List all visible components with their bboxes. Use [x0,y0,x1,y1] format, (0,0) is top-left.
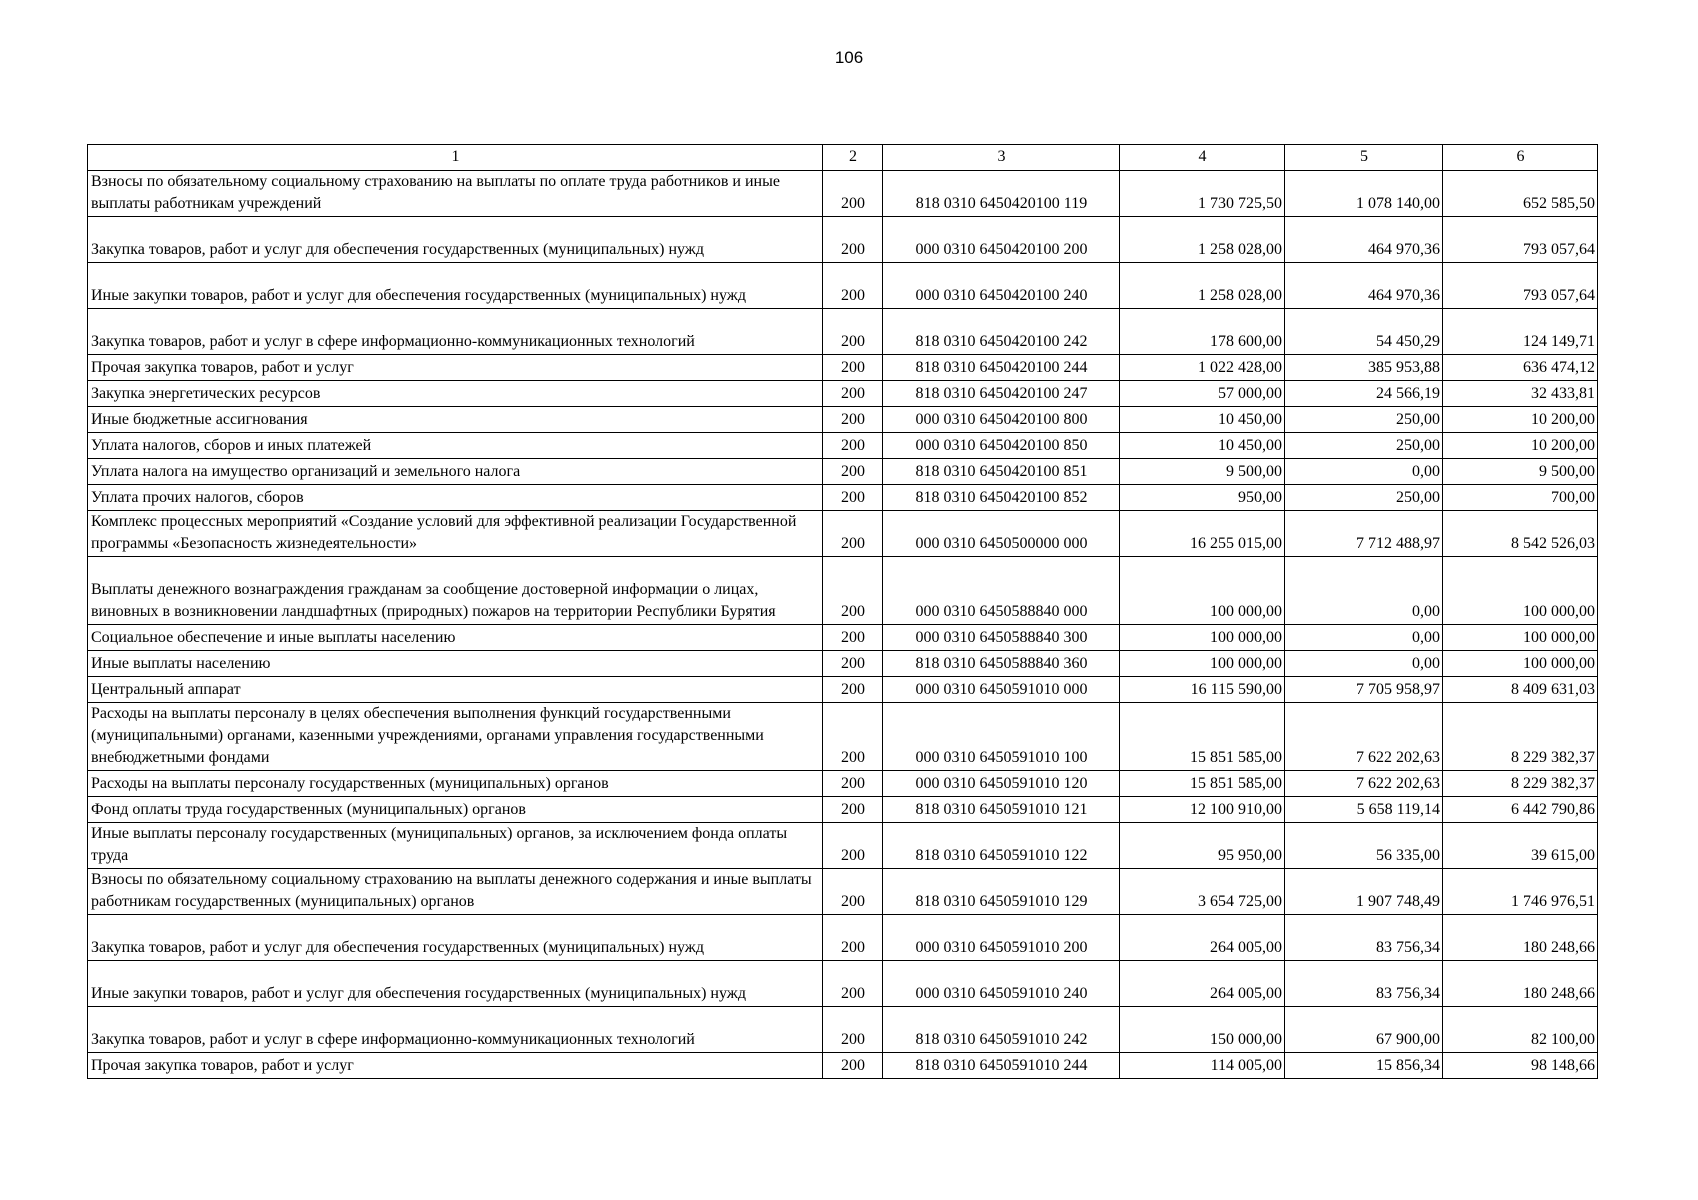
row-code-cell: 818 0310 6450591010 121 [883,797,1120,823]
row-value-col5: 0,00 [1285,557,1443,625]
row-name-cell: Закупка товаров, работ и услуг для обеспечения государственных (муниципальных) нужд [88,915,823,961]
row-value-col6: 82 100,00 [1443,1007,1598,1053]
row-name-cell: Уплата прочих налогов, сборов [88,485,823,511]
table-row [88,677,1598,703]
column-header: 1 [88,145,823,171]
row-value-col5: 7 622 202,63 [1285,771,1443,797]
row-value-col4: 95 950,00 [1120,823,1285,869]
table-row [88,217,1598,263]
table-row [88,485,1598,511]
row-value-col6: 793 057,64 [1443,263,1598,309]
row-name-cell: Уплата налога на имущество организаций и земельного налога [88,459,823,485]
row-admin-cell: 200 [823,485,883,511]
row-value-col5: 0,00 [1285,459,1443,485]
row-admin-cell: 200 [823,625,883,651]
table-row [88,823,1598,869]
row-name-cell: Иные бюджетные ассигнования [88,407,823,433]
budget-table [87,144,1598,1079]
row-value-col5: 385 953,88 [1285,355,1443,381]
row-value-col5: 67 900,00 [1285,1007,1443,1053]
row-admin-cell: 200 [823,961,883,1007]
row-value-col4: 15 851 585,00 [1120,703,1285,771]
table-row [88,557,1598,625]
row-admin-cell: 200 [823,511,883,557]
row-name-cell: Иные закупки товаров, работ и услуг для обеспечения государственных (муниципальных) нужд [88,961,823,1007]
row-value-col6: 10 200,00 [1443,433,1598,459]
row-name-cell: Прочая закупка товаров, работ и услуг [88,1053,823,1079]
row-code-cell: 818 0310 6450420100 851 [883,459,1120,485]
row-value-col6: 8 229 382,37 [1443,703,1598,771]
row-code-cell: 818 0310 6450591010 129 [883,869,1120,915]
row-value-col4: 1 022 428,00 [1120,355,1285,381]
table-row [88,961,1598,1007]
table-row [88,407,1598,433]
row-admin-cell: 200 [823,557,883,625]
table-row [88,915,1598,961]
row-name-cell: Иные закупки товаров, работ и услуг для обеспечения государственных (муниципальных) нужд [88,263,823,309]
row-name-cell: Расходы на выплаты персоналу в целях обеспечения выполнения функций государственными (муниципальными) органами, казенными учреждениями, органами управления государственными внебюджетными фондами [88,703,823,771]
row-admin-cell: 200 [823,703,883,771]
row-value-col6: 100 000,00 [1443,557,1598,625]
row-value-col5: 464 970,36 [1285,263,1443,309]
table-row [88,381,1598,407]
row-value-col6: 98 148,66 [1443,1053,1598,1079]
row-name-cell: Выплаты денежного вознаграждения гражданам за сообщение достоверной информации о лицах, виновных в возникновении ландшафтных (природных) пожаров на территории Республики Бурятия [88,557,823,625]
row-value-col5: 54 450,29 [1285,309,1443,355]
row-value-col6: 9 500,00 [1443,459,1598,485]
table-row [88,263,1598,309]
table-row [88,625,1598,651]
row-value-col4: 10 450,00 [1120,433,1285,459]
row-code-cell: 000 0310 6450420100 240 [883,263,1120,309]
row-value-col4: 1 258 028,00 [1120,217,1285,263]
table-row [88,771,1598,797]
row-name-cell: Прочая закупка товаров, работ и услуг [88,355,823,381]
row-code-cell: 000 0310 6450591010 200 [883,915,1120,961]
row-value-col4: 1 730 725,50 [1120,171,1285,217]
row-value-col4: 100 000,00 [1120,625,1285,651]
table-row [88,703,1598,771]
column-header: 5 [1285,145,1443,171]
row-value-col6: 636 474,12 [1443,355,1598,381]
row-value-col4: 100 000,00 [1120,651,1285,677]
row-name-cell: Уплата налогов, сборов и иных платежей [88,433,823,459]
row-admin-cell: 200 [823,433,883,459]
row-code-cell: 000 0310 6450420100 800 [883,407,1120,433]
row-value-col4: 178 600,00 [1120,309,1285,355]
row-value-col5: 250,00 [1285,485,1443,511]
table-row [88,171,1598,217]
row-admin-cell: 200 [823,869,883,915]
row-code-cell: 000 0310 6450591010 120 [883,771,1120,797]
row-code-cell: 000 0310 6450420100 200 [883,217,1120,263]
row-value-col5: 83 756,34 [1285,961,1443,1007]
row-name-cell: Комплекс процессных мероприятий «Создание условий для эффективной реализации Государственной программы «Безопасность жизнедеятельности» [88,511,823,557]
row-admin-cell: 200 [823,217,883,263]
table-row [88,433,1598,459]
column-header: 6 [1443,145,1598,171]
row-admin-cell: 200 [823,915,883,961]
row-value-col4: 15 851 585,00 [1120,771,1285,797]
row-admin-cell: 200 [823,381,883,407]
row-value-col5: 7 622 202,63 [1285,703,1443,771]
row-value-col4: 1 258 028,00 [1120,263,1285,309]
row-admin-cell: 200 [823,309,883,355]
row-value-col4: 16 255 015,00 [1120,511,1285,557]
row-value-col5: 1 907 748,49 [1285,869,1443,915]
row-value-col5: 5 658 119,14 [1285,797,1443,823]
row-name-cell: Взносы по обязательному социальному страхованию на выплаты денежного содержания и иные выплаты работникам государственных (муниципальных) органов [88,869,823,915]
row-value-col6: 10 200,00 [1443,407,1598,433]
row-value-col6: 32 433,81 [1443,381,1598,407]
row-code-cell: 000 0310 6450588840 300 [883,625,1120,651]
row-value-col4: 114 005,00 [1120,1053,1285,1079]
row-value-col4: 150 000,00 [1120,1007,1285,1053]
row-value-col6: 652 585,50 [1443,171,1598,217]
row-value-col4: 100 000,00 [1120,557,1285,625]
row-value-col6: 8 542 526,03 [1443,511,1598,557]
table-row [88,1007,1598,1053]
table-row [88,651,1598,677]
table-row [88,309,1598,355]
row-admin-cell: 200 [823,1007,883,1053]
row-name-cell: Закупка энергетических ресурсов [88,381,823,407]
row-value-col6: 180 248,66 [1443,961,1598,1007]
table-row [88,355,1598,381]
row-code-cell: 818 0310 6450420100 119 [883,171,1120,217]
row-code-cell: 818 0310 6450591010 122 [883,823,1120,869]
row-value-col5: 7 712 488,97 [1285,511,1443,557]
row-value-col4: 10 450,00 [1120,407,1285,433]
row-value-col4: 12 100 910,00 [1120,797,1285,823]
row-value-col4: 57 000,00 [1120,381,1285,407]
row-admin-cell: 200 [823,677,883,703]
row-admin-cell: 200 [823,1053,883,1079]
row-admin-cell: 200 [823,823,883,869]
row-code-cell: 818 0310 6450420100 247 [883,381,1120,407]
row-name-cell: Центральный аппарат [88,677,823,703]
table-row [88,1053,1598,1079]
row-code-cell: 818 0310 6450420100 852 [883,485,1120,511]
row-value-col5: 0,00 [1285,625,1443,651]
row-code-cell: 818 0310 6450591010 242 [883,1007,1120,1053]
table-row [88,797,1598,823]
column-header: 4 [1120,145,1285,171]
row-name-cell: Фонд оплаты труда государственных (муниципальных) органов [88,797,823,823]
row-value-col5: 56 335,00 [1285,823,1443,869]
row-name-cell: Иные выплаты населению [88,651,823,677]
row-value-col6: 6 442 790,86 [1443,797,1598,823]
row-value-col5: 1 078 140,00 [1285,171,1443,217]
row-value-col6: 700,00 [1443,485,1598,511]
row-value-col6: 39 615,00 [1443,823,1598,869]
row-name-cell: Иные выплаты персоналу государственных (муниципальных) органов, за исключением фонда оплаты труда [88,823,823,869]
row-code-cell: 000 0310 6450500000 000 [883,511,1120,557]
row-name-cell: Закупка товаров, работ и услуг для обеспечения государственных (муниципальных) нужд [88,217,823,263]
row-value-col6: 8 229 382,37 [1443,771,1598,797]
row-admin-cell: 200 [823,459,883,485]
row-value-col5: 464 970,36 [1285,217,1443,263]
row-value-col5: 83 756,34 [1285,915,1443,961]
row-value-col6: 8 409 631,03 [1443,677,1598,703]
row-code-cell: 818 0310 6450420100 242 [883,309,1120,355]
row-value-col6: 100 000,00 [1443,625,1598,651]
row-code-cell: 000 0310 6450591010 240 [883,961,1120,1007]
page-number: 106 [834,48,864,67]
row-value-col5: 7 705 958,97 [1285,677,1443,703]
row-admin-cell: 200 [823,797,883,823]
row-value-col4: 264 005,00 [1120,961,1285,1007]
row-value-col4: 950,00 [1120,485,1285,511]
row-name-cell: Социальное обеспечение и иные выплаты населению [88,625,823,651]
row-value-col5: 250,00 [1285,407,1443,433]
row-admin-cell: 200 [823,171,883,217]
row-code-cell: 000 0310 6450591010 000 [883,677,1120,703]
row-name-cell: Расходы на выплаты персоналу государственных (муниципальных) органов [88,771,823,797]
row-code-cell: 818 0310 6450588840 360 [883,651,1120,677]
row-code-cell: 818 0310 6450591010 244 [883,1053,1120,1079]
row-value-col6: 793 057,64 [1443,217,1598,263]
row-value-col5: 0,00 [1285,651,1443,677]
row-admin-cell: 200 [823,651,883,677]
row-code-cell: 000 0310 6450588840 000 [883,557,1120,625]
row-code-cell: 000 0310 6450420100 850 [883,433,1120,459]
column-header: 3 [883,145,1120,171]
row-value-col5: 24 566,19 [1285,381,1443,407]
row-value-col6: 1 746 976,51 [1443,869,1598,915]
table-header-row [88,145,1598,171]
row-code-cell: 818 0310 6450420100 244 [883,355,1120,381]
row-value-col4: 16 115 590,00 [1120,677,1285,703]
row-name-cell: Закупка товаров, работ и услуг в сфере информационно-коммуникационных технологий [88,309,823,355]
table-row [88,511,1598,557]
row-admin-cell: 200 [823,355,883,381]
row-value-col4: 9 500,00 [1120,459,1285,485]
table-row [88,869,1598,915]
row-value-col6: 180 248,66 [1443,915,1598,961]
row-value-col4: 3 654 725,00 [1120,869,1285,915]
row-admin-cell: 200 [823,263,883,309]
row-value-col6: 100 000,00 [1443,651,1598,677]
row-admin-cell: 200 [823,407,883,433]
row-value-col4: 264 005,00 [1120,915,1285,961]
row-value-col6: 124 149,71 [1443,309,1598,355]
row-code-cell: 000 0310 6450591010 100 [883,703,1120,771]
row-value-col5: 250,00 [1285,433,1443,459]
row-name-cell: Взносы по обязательному социальному страхованию на выплаты по оплате труда работников и иные выплаты работникам учреждений [88,171,823,217]
table-row [88,459,1598,485]
row-name-cell: Закупка товаров, работ и услуг в сфере информационно-коммуникационных технологий [88,1007,823,1053]
column-header: 2 [823,145,883,171]
row-admin-cell: 200 [823,771,883,797]
row-value-col5: 15 856,34 [1285,1053,1443,1079]
